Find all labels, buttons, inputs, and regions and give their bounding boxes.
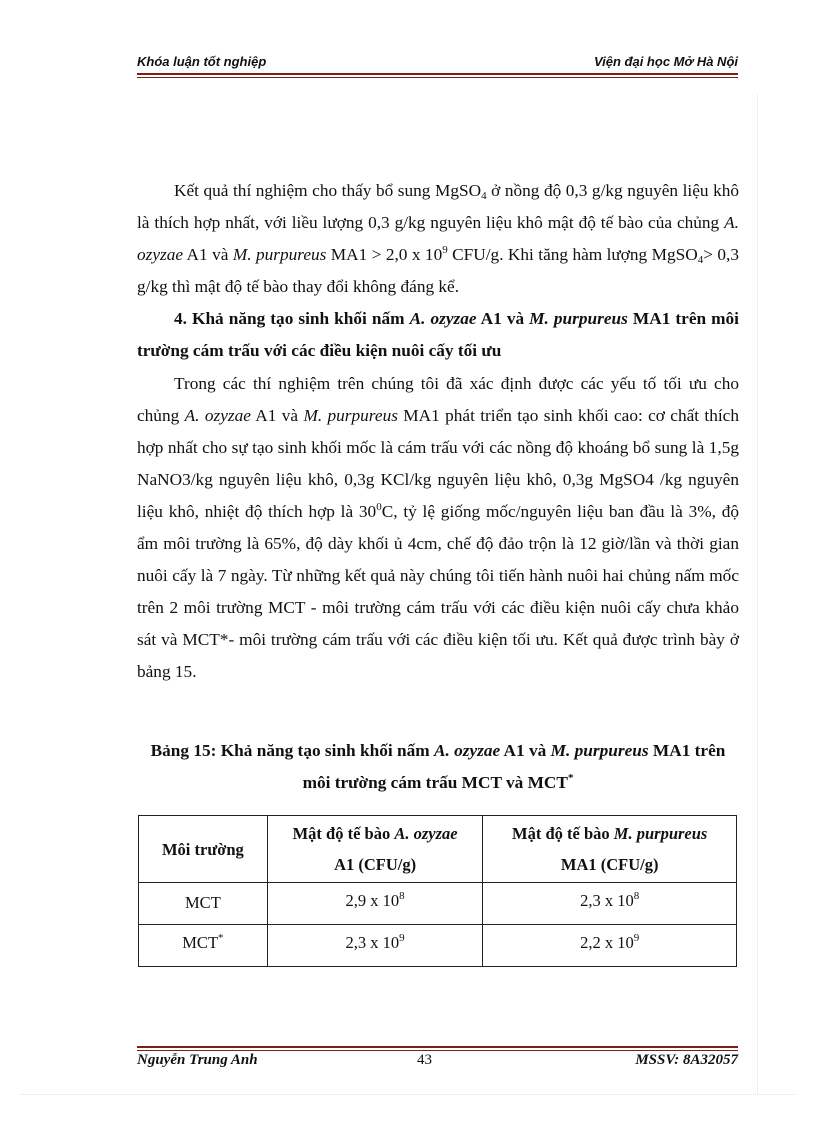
page-edge-guide [757, 95, 758, 1095]
cell-mpurpureus: 2,3 x $10^8$ [483, 883, 737, 925]
footer-rule [137, 1046, 738, 1048]
header-env: Môi trường [139, 816, 268, 883]
header-rule [137, 73, 738, 75]
body-text [137, 175, 739, 689]
page-header [137, 54, 738, 72]
cell-aozyzae: 2,3 x $10^9$ [267, 925, 483, 967]
page-footer [137, 1052, 738, 1072]
header-right: Viện đại học Mở Hà Nội [593, 54, 738, 69]
footer-author: Nguyễn Trung Anh [137, 1052, 258, 1068]
paragraph-conditions: Trong các thí nghiệm trên chúng tôi đã xác định được các yếu tố tối ưu cho chủng A. ozyzae A1 và M. purpureus MA1 phát triển tạo sinh khối cao: cơ chất thích hợp nhất cho sự tạo sinh khối mốc là cám trấu với các nồng độ khoáng bổ sung là 1,5g NaNO3/kg nguyên liệu khô, 0,3g KCl/kg nguyên liệu khô, 0,3g MgSO4 /kg nguyên liệu khô, nhiệt độ thích hợp là $30^0C$, tỷ lệ giống mốc/nguyên liệu ban đầu là 3%, độ ẩm môi trường là 65%, độ dày khối ủ 4cm, chế độ đảo trộn là 12 giờ/lần và thời gian nuôi cấy là 7 ngày. Từ những kết quả này chúng tôi tiến hành nuôi hai chủng nấm mốc trên 2 môi trường MCT - môi trường cám trấu với các điều kiện nuôi cấy chưa khảo sát và MCT*- môi trường cám trấu với các điều kiện tối ưu. Kết quả được trình bày ở bảng 15. [137, 373, 739, 682]
header-aozyzae: Mật độ tế bào A. ozyzae A1 (CFU/g) [267, 816, 483, 883]
cell-mpurpureus: 2,2 x $10^9$ [483, 925, 737, 967]
section-heading: 4. Khả năng tạo sinh khối nấm A. ozyzae A1 và M. purpureus MA1 trên môi trường cám trấu với các điều kiện nuôi cấy tối ưu [137, 309, 739, 361]
table-caption: Bảng 15: Khả năng tạo sinh khối nấm A. ozyzae A1 và M. purpureus MA1 trên môi trường cám trấu MCT và MCT* [150, 741, 726, 792]
header-mpurpureus: Mật độ tế bào M. purpureus MA1 (CFU/g) [483, 816, 737, 883]
table-row [139, 925, 737, 967]
data-table [138, 815, 737, 967]
cell-env: MCT* [139, 925, 268, 967]
header-left: Khóa luận tốt nghiệp [137, 54, 267, 69]
cell-env: MCT [139, 883, 268, 925]
table-header-row [139, 816, 737, 883]
header-rule-thin [137, 77, 738, 78]
footer-rule-thin [137, 1050, 738, 1051]
table-row [139, 883, 737, 925]
footer-student-id: MSSV: 8A32057 [635, 1052, 738, 1068]
page-bottom-guide [20, 1094, 796, 1095]
page-number: 43 [417, 1052, 432, 1068]
paragraph-results: Kết quả thí nghiệm cho thấy bổ sung MgSO$_4$ ở nồng độ 0,3 g/kg nguyên liệu khô là thích hợp nhất, với liều lượng 0,3 g/kg nguyên liệu khô mật độ tế bào của chủng A. ozyzae A1 và M. purpureus MA1 > 2,0 x $10^9$ CFU/g. Khi tăng hàm lượng MgSO$_4$> 0,3 g/kg thì mật độ tế bào thay đổi không đáng kể. [137, 181, 740, 297]
cell-aozyzae: 2,9 x $10^8$ [267, 883, 483, 925]
